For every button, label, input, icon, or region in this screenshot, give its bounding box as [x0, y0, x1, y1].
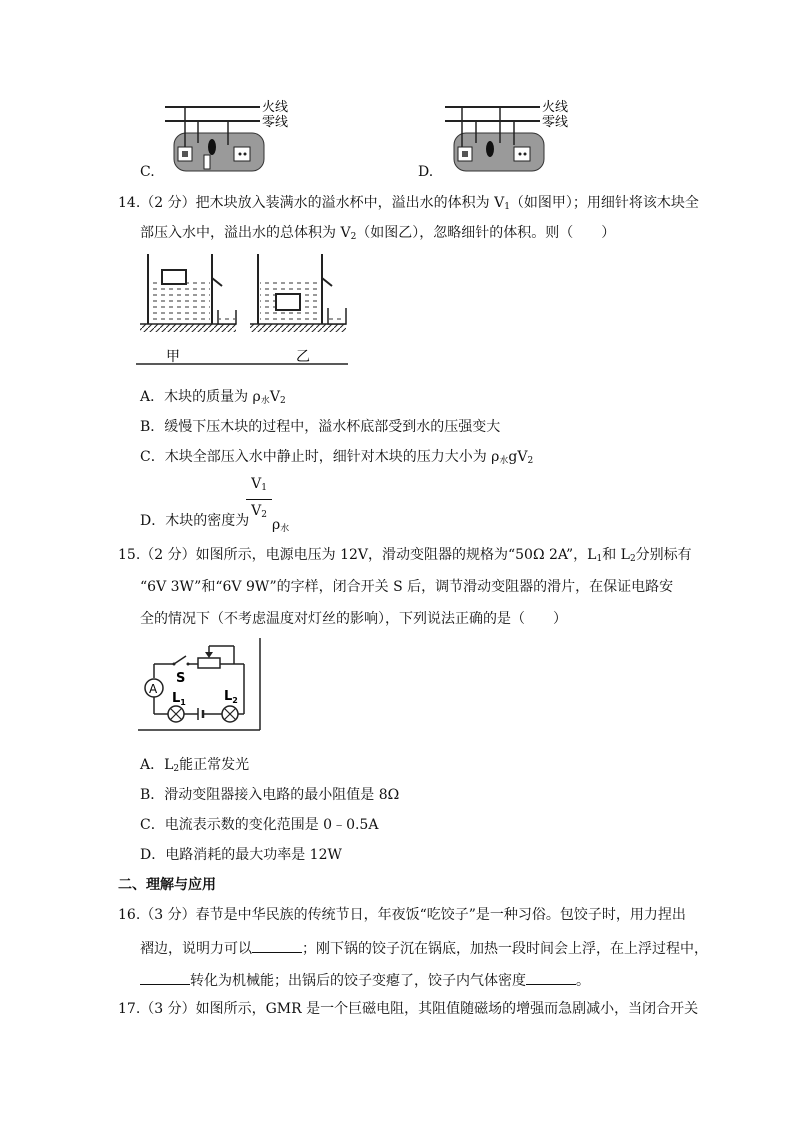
q15-stem-line3: 全的情况下（不考虑温度对灯丝的影响），下列说法正确的是（ ） — [140, 611, 567, 627]
q15-switch-label: S — [176, 671, 186, 686]
q15-l2-label: $L_2$ — [224, 689, 238, 705]
q14-option-a: A．木块的质量为 $\rho_水V_2$ — [140, 389, 286, 406]
q15-option-c: C．电流表示数的变化范围是 0﹣0.5A — [140, 817, 379, 833]
q14-frac-numerator: $V_1$ — [251, 476, 267, 493]
q13-circuit-c-figure — [160, 95, 300, 177]
q13-d-neutral-line-text: 零线 — [542, 115, 569, 130]
q14-frac-denominator: $V_2$ — [251, 503, 267, 520]
q13-c-fire-line-text: 火线 — [262, 100, 289, 115]
q14-frac-bar — [246, 499, 272, 500]
q15-option-a: A．$L_2$能正常发光 — [140, 757, 250, 774]
q14-option-c: C．木块全部压入水中静止时，细针对木块的压力大小为 $\rho_水gV_2$ — [140, 449, 534, 466]
q14-option-b: B．缓慢下压木块的过程中，溢水杯底部受到水的压强变大 — [140, 419, 501, 435]
q16-stem-line2: 褶边，说明力可以 ；刚下锅的饺子沉在锅底，加热一段时间会上浮，在上浮过程中， — [140, 938, 708, 958]
q16-stem-line3: 转化为机械能；出锅后的饺子变瘪了，饺子内气体密度 。 — [140, 970, 590, 990]
q16-stem-line1: 16.（3 分）春节是中华民族的传统节日，年夜饭“吃饺子”是一种习俗。包饺子时，用力捏出 — [118, 907, 686, 923]
q15-option-b: B．滑动变阻器接入电路的最小阻值是 8Ω — [140, 787, 400, 803]
q14-fig-label-yi: 乙 — [296, 349, 310, 365]
q14-stem-line2: 部压入水中，溢出水的总体积为 $V_2$（如图乙），忽略细针的体积。则（ ） — [140, 225, 616, 242]
q13-option-c-label: C. — [140, 164, 155, 180]
q15-l1-label: $L_1$ — [172, 691, 186, 707]
q14-overflow-cup-figure — [136, 250, 350, 368]
q14-option-d-rho: $\rho_水$ — [272, 517, 290, 534]
q15-option-d: D．电路消耗的最大功率是 12W — [140, 847, 342, 863]
q16-blank-3[interactable] — [526, 970, 576, 985]
q16-blank-1[interactable] — [252, 938, 302, 953]
q14-option-d: D．木块的密度为 — [140, 513, 250, 529]
q14-fig-label-jia: 甲 — [166, 349, 180, 365]
q14-stem-line1: 14.（2 分）把木块放入装满水的溢水杯中，溢出水的体积为 $V_1$（如图甲）；用细针将该木块全 — [118, 195, 699, 212]
section-2-title: 二、理解与应用 — [118, 877, 216, 893]
q14-density-fraction — [246, 475, 272, 524]
q16-blank-2[interactable] — [140, 970, 190, 985]
q15-circuit-figure — [138, 638, 266, 734]
q13-c-neutral-line-text: 零线 — [262, 115, 289, 130]
q13-circuit-d-figure — [440, 95, 580, 177]
q15-stem-line1: 15.（2 分）如图所示，电源电压为 12V，滑动变阻器的规格为“50Ω 2A”，$L_1$和 $L_2$分别标有 — [118, 547, 692, 564]
q13-option-d-label: D. — [418, 164, 434, 180]
q15-ammeter-label: A — [149, 682, 158, 696]
q13-d-fire-line-text: 火线 — [542, 100, 569, 115]
q17-stem-line1: 17.（3 分）如图所示，GMR 是一个巨磁电阻，其阻值随磁场的增强而急剧减小，当闭合开关 — [118, 1001, 699, 1017]
q15-stem-line2: “6V 3W”和“6V 9W”的字样，闭合开关 S 后，调节滑动变阻器的滑片，在保证电路安 — [140, 579, 674, 595]
